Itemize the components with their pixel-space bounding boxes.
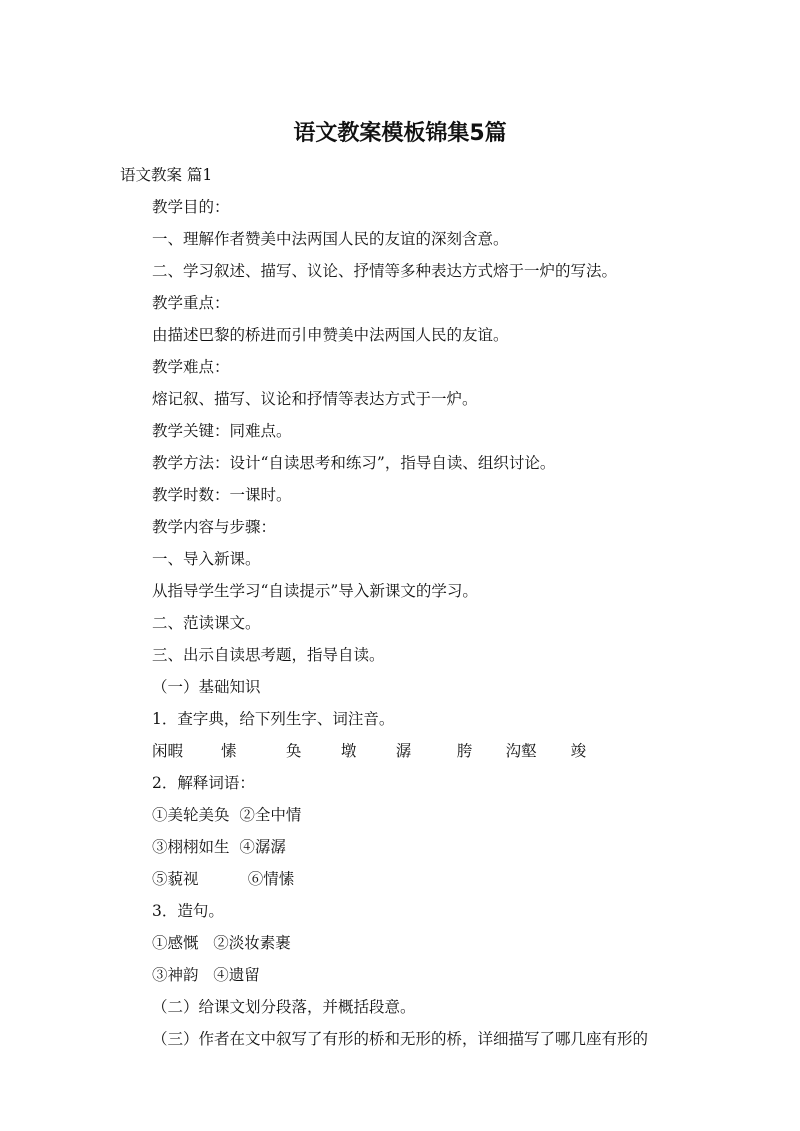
- text-line-7: 熔记叙、描写、议论和抒情等表达方式于一炉。: [152, 390, 478, 408]
- char-item: 竣: [570, 742, 587, 760]
- text-line-17: 1．查字典，给下列生字、词注音。: [152, 710, 395, 728]
- text-line-22: 3．造句。: [152, 902, 224, 920]
- char-list-row: [152, 739, 601, 763]
- char-item: 闲暇: [152, 742, 184, 760]
- char-item: 墩: [340, 742, 357, 760]
- text-line-3: 二、学习叙述、描写、议论、抒情等多种表达方式熔于一炉的写法。: [152, 262, 618, 280]
- text-line-16: （一）基础知识: [152, 678, 261, 696]
- text-line-1: 教学目的：: [152, 198, 230, 216]
- text-line-13: 从指导学生学习“自读提示”导入新课文的学习。: [152, 582, 478, 600]
- text-line-6: 教学难点：: [152, 358, 230, 376]
- text-line-9: 教学方法：设计“自读思考和练习”，指导自读、组织讨论。: [152, 454, 556, 472]
- char-item: 潺: [395, 742, 412, 760]
- section-heading: 语文教案 篇1: [120, 166, 213, 184]
- text-line-23: ①感慨 ②淡妆素裹: [152, 934, 291, 952]
- text-line-24: ③神韵 ④遗留: [152, 966, 260, 984]
- text-line-18: 2．解释词语：: [152, 774, 255, 792]
- text-line-5: 由描述巴黎的桥进而引申赞美中法两国人民的友谊。: [152, 326, 509, 344]
- text-line-4: 教学重点：: [152, 294, 230, 312]
- text-line-19: ①美轮美奂 ②全中情: [152, 806, 302, 824]
- char-item: 沟壑: [505, 742, 537, 760]
- text-line-14: 二、范读课文。: [152, 614, 261, 632]
- text-line-2: 一、理解作者赞美中法两国人民的友谊的深刻含意。: [152, 230, 509, 248]
- text-line-20: ③栩栩如生 ④潺潺: [152, 838, 286, 856]
- text-line-26: （三）作者在文中叙写了有形的桥和无形的桥，详细描写了哪几座有形的: [152, 1030, 649, 1048]
- text-line-25: （二）给课文划分段落，并概括段意。: [152, 998, 416, 1016]
- char-item: 愫: [220, 742, 237, 760]
- text-line-11: 教学内容与步骤：: [152, 518, 277, 536]
- char-item: 奂: [285, 742, 302, 760]
- text-line-12: 一、导入新课。: [152, 550, 261, 568]
- text-line-10: 教学时数：一课时。: [152, 486, 292, 504]
- text-line-15: 三、出示自读思考题，指导自读。: [152, 646, 385, 664]
- text-line-8: 教学关键：同难点。: [152, 422, 292, 440]
- text-line-21: ⑤藐视 ⑥情愫: [152, 870, 295, 888]
- document-title: 语文教案模板锦集5篇: [293, 121, 507, 146]
- char-item: 胯: [456, 742, 473, 760]
